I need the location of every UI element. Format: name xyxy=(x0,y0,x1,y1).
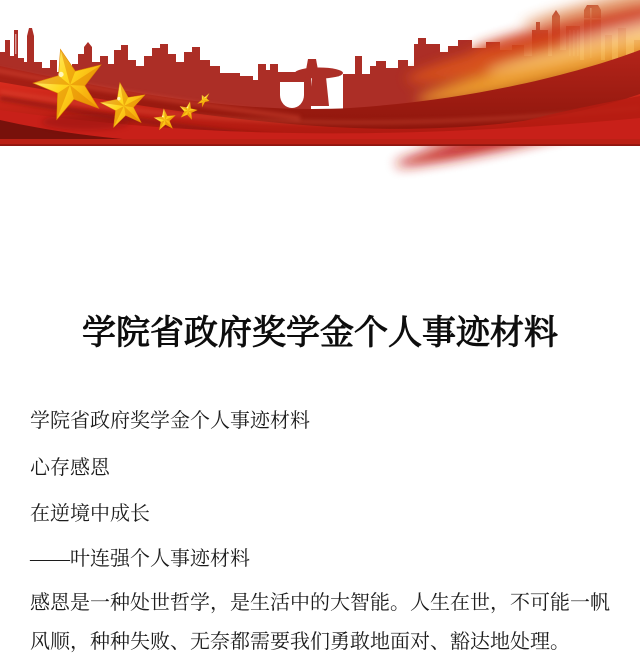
arch-cutout xyxy=(280,82,304,108)
paragraph-line-3: 在逆境中成长 xyxy=(30,503,150,525)
paragraph-line-4: ——叶连强个人事迹材料 xyxy=(30,548,250,570)
header-banner xyxy=(0,0,640,146)
document-title: 学院省政府奖学金个人事迹材料 xyxy=(82,315,558,352)
paragraph-line-1: 学院省政府奖学金个人事迹材料 xyxy=(30,410,310,432)
skyline-stars-ribbon-graphic xyxy=(0,0,640,146)
paragraph-line-2: 心存感恩 xyxy=(30,457,110,479)
paragraph-line-5: 感恩是一种处世哲学，是生活中的大智能。人生在世，不可能一帆 xyxy=(30,592,610,614)
paragraph-line-6-clipped: 风顺，种种失败、无奈都需要我们勇敢地面对、豁达地处理。 xyxy=(30,631,570,653)
